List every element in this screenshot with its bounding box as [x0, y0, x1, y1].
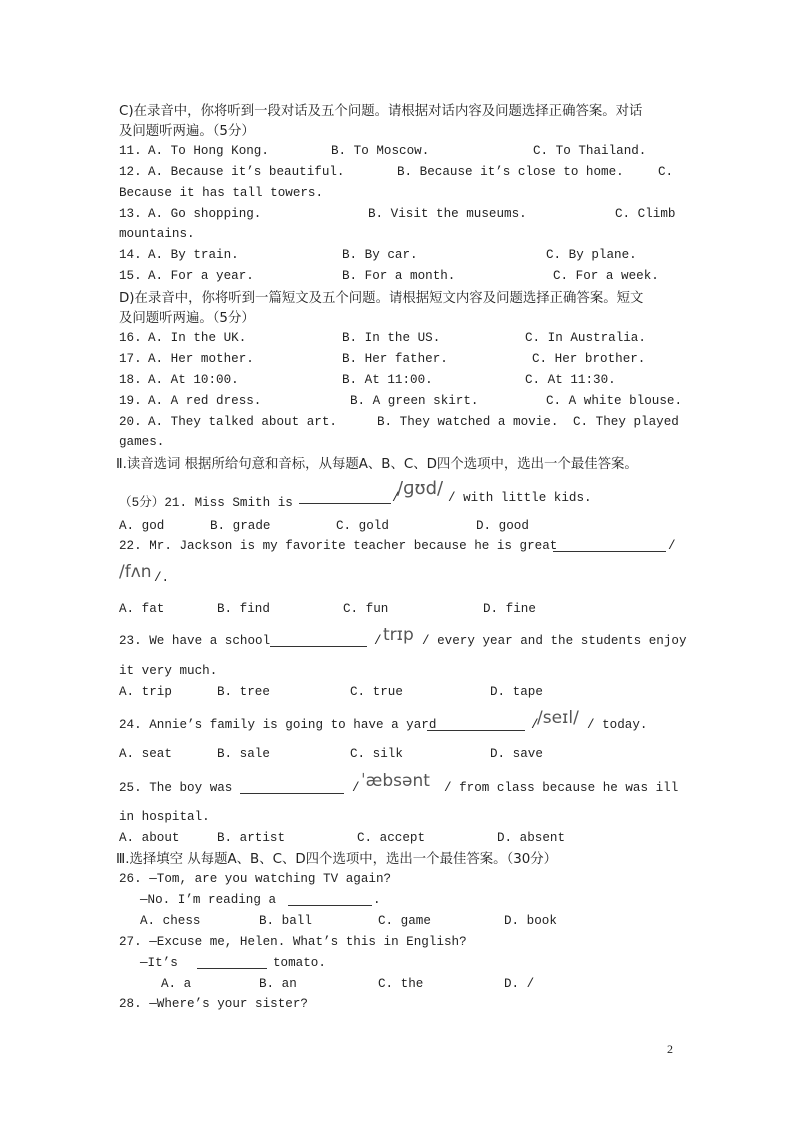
q14-option-b: B. By car. [342, 248, 418, 262]
q13-option-c-continued: mountains. [119, 227, 195, 241]
section-c-instruction-line2: 及问题听两遍。（5分） [119, 124, 255, 139]
q25-slash: / [352, 781, 360, 795]
q26-period: . [373, 893, 381, 907]
q22-phonetic: /fʌn [119, 562, 152, 582]
q28-line1: 28. —Where’s your sister? [119, 997, 308, 1011]
q11-option-a: A. To Hong Kong. [148, 144, 269, 158]
q18-option-b: B. At 11:00. [342, 373, 433, 387]
q24-answer-blank[interactable] [427, 718, 525, 731]
q16-option-a: A. In the UK. [148, 331, 247, 345]
q14-option-a: A. By train. [148, 248, 239, 262]
q18-option-c: C. At 11:30. [525, 373, 616, 387]
q23-slash: / [374, 634, 382, 648]
q23-text-line2: it very much. [119, 664, 218, 678]
q24-option-a: A. seat [119, 747, 172, 761]
q23-option-d: D. tape [490, 685, 543, 699]
q13-option-a: A. Go shopping. [148, 207, 262, 221]
q21-slash: / [392, 491, 400, 505]
q16-option-b: B. In the US. [342, 331, 441, 345]
q22-option-d: D. fine [483, 602, 536, 616]
q22-suffix: /. [154, 571, 170, 585]
q11-option-c: C. To Thailand. [533, 144, 647, 158]
q27-option-b: B. an [259, 977, 297, 991]
q16-option-c: C. In Australia. [525, 331, 646, 345]
q13-number: 13. [119, 207, 142, 221]
q12-option-a: A. Because it’s beautiful. [148, 165, 345, 179]
section-ii-heading: Ⅱ.读音选词 根据所给句意和音标，从每题A、B、C、D四个选项中，选出一个最佳答案。 [116, 457, 638, 472]
q19-option-c: C. A white blouse. [546, 394, 683, 408]
q24-option-c: C. silk [350, 747, 403, 761]
q17-option-c: C. Her brother. [532, 352, 646, 366]
q19-number: 19. [119, 394, 142, 408]
q25-prefix: 25. The boy was [119, 781, 233, 795]
q25-option-d: D. absent [497, 831, 566, 845]
q20-option-b: B. They watched a movie. [377, 415, 559, 429]
q27-answer-blank[interactable] [197, 956, 267, 969]
section-iii-heading: Ⅲ.选择填空 从每题A、B、C、D四个选项中，选出一个最佳答案。（30分） [116, 852, 558, 867]
q21-option-d: D. good [476, 519, 529, 533]
q19-option-a: A. A red dress. [148, 394, 262, 408]
q20-option-a: A. They talked about art. [148, 415, 337, 429]
q27-line2: —It’s [140, 956, 178, 970]
q23-phonetic: trɪp [383, 625, 414, 645]
q11-number: 11. [119, 144, 142, 158]
q16-number: 16. [119, 331, 142, 345]
q15-option-a: A. For a year. [148, 269, 254, 283]
q26-option-b: B. ball [259, 914, 312, 928]
q13-option-c: C. Climb [615, 207, 676, 221]
q23-option-b: B. tree [217, 685, 270, 699]
q21-suffix: / with little kids. [448, 491, 592, 505]
page-number: 2 [667, 1042, 673, 1056]
q25-phonetic: ˈæbsənt [361, 771, 430, 791]
q26-option-d: D. book [504, 914, 557, 928]
section-d-instruction-line1: D)在录音中，你将听到一篇短文及五个问题。请根据短文内容及问题选择正确答案。短文 [119, 291, 644, 306]
q24-prefix: 24. Annie’s family is going to have a yard [119, 718, 437, 732]
q21-option-c: C. gold [336, 519, 389, 533]
q22-text: 22. Mr. Jackson is my favorite teacher because he is great [119, 539, 558, 553]
q23-prefix: 23. We have a school [119, 634, 271, 648]
q24-option-b: B. sale [217, 747, 270, 761]
q26-line2: —No. I’m reading a [140, 893, 277, 907]
q12-option-c: C. [658, 165, 674, 179]
q21-option-a: A. god [119, 519, 165, 533]
q15-option-b: B. For a month. [342, 269, 456, 283]
q22-answer-blank[interactable] [553, 539, 666, 552]
q27-line2-end: tomato. [273, 956, 326, 970]
q24-phonetic: /seɪl/ [537, 708, 579, 728]
q17-option-a: A. Her mother. [148, 352, 254, 366]
q17-number: 17. [119, 352, 142, 366]
q23-option-a: A. trip [119, 685, 172, 699]
q17-option-b: B. Her father. [342, 352, 448, 366]
q12-number: 12. [119, 165, 142, 179]
q25-answer-blank[interactable] [240, 781, 344, 794]
section-c-instruction-line1: C)在录音中，你将听到一段对话及五个问题。请根据对话内容及问题选择正确答案。对话 [119, 104, 643, 119]
q11-option-b: B. To Moscow. [331, 144, 430, 158]
q19-option-b: B. A green skirt. [350, 394, 479, 408]
q27-option-c: C. the [378, 977, 424, 991]
q26-answer-blank[interactable] [288, 893, 372, 906]
q26-option-a: A. chess [140, 914, 201, 928]
q23-answer-blank[interactable] [270, 634, 367, 647]
q14-number: 14. [119, 248, 142, 262]
q13-option-b: B. Visit the museums. [368, 207, 527, 221]
q21-option-b: B. grade [210, 519, 271, 533]
q12-option-b: B. Because it’s close to home. [397, 165, 624, 179]
q20-number: 20. [119, 415, 142, 429]
q18-number: 18. [119, 373, 142, 387]
q24-option-d: D. save [490, 747, 543, 761]
q25-option-b: B. artist [217, 831, 286, 845]
q21-prefix: （5分）21. Miss Smith is [119, 496, 293, 510]
q23-suffix: / every year and the students enjoy [422, 634, 687, 648]
q23-option-c: C. true [350, 685, 403, 699]
q22-option-c: C. fun [343, 602, 389, 616]
q21-answer-blank[interactable] [299, 491, 391, 504]
q25-option-a: A. about [119, 831, 180, 845]
q20-option-c-continued: games. [119, 435, 165, 449]
q14-option-c: C. By plane. [546, 248, 637, 262]
q21-phonetic: /ɡʊd/ [397, 478, 444, 499]
q27-option-d: D. / [504, 977, 535, 991]
section-d-instruction-line2: 及问题听两遍。（5分） [119, 311, 255, 326]
q25-suffix: / from class because he was ill [444, 781, 679, 795]
q22-option-a: A. fat [119, 602, 165, 616]
q26-line1: 26. —Tom, are you watching TV again? [119, 872, 392, 886]
q12-option-c-continued: Because it has tall towers. [119, 186, 324, 200]
q26-option-c: C. game [378, 914, 431, 928]
q22-slash: / [668, 539, 676, 553]
q25-text-line2: in hospital. [119, 810, 210, 824]
q27-line1: 27. —Excuse me, Helen. What’s this in English? [119, 935, 467, 949]
q20-option-c: C. They played [573, 415, 679, 429]
q18-option-a: A. At 10:00. [148, 373, 239, 387]
q15-option-c: C. For a week. [553, 269, 659, 283]
q24-slash: / [531, 718, 539, 732]
q25-option-c: C. accept [357, 831, 426, 845]
q24-suffix: / today. [587, 718, 648, 732]
q22-option-b: B. find [217, 602, 270, 616]
q15-number: 15. [119, 269, 142, 283]
q27-option-a: A. a [161, 977, 192, 991]
